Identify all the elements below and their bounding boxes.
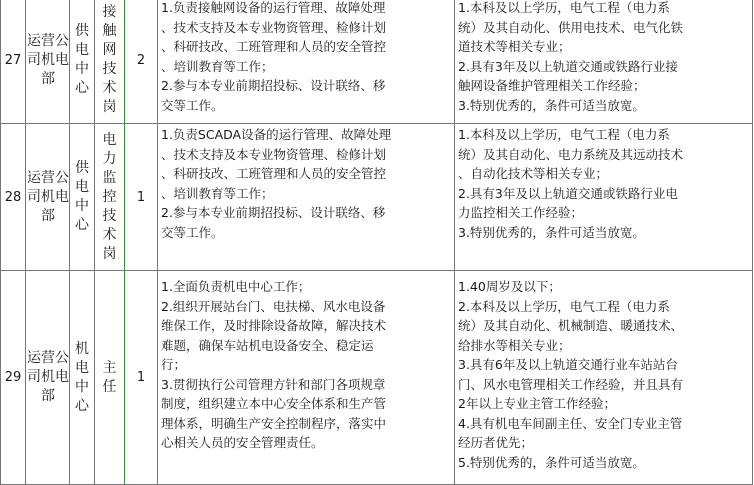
duties-line: 、技术支持及本专业物资管理、检修计划 xyxy=(161,19,387,35)
requirements-line: 3.特别优秀的，条件可适当放宽。 xyxy=(458,97,645,113)
table-row xyxy=(1,0,753,124)
duties-cell xyxy=(158,0,455,124)
requirements-line: 3.具有6年及以上轨道交通行业车站站台 xyxy=(458,357,678,372)
duties-line: 、培训教育等工作； xyxy=(161,185,274,201)
requirements-line: 2.具有3年及以上轨道交通或铁路行业接 xyxy=(458,58,678,74)
center-label: 供电中心 xyxy=(75,160,89,233)
requirements-line: 给排水等相关专业； xyxy=(458,337,571,353)
requirements-cell xyxy=(455,0,753,124)
post-label: 接触网技术岗 xyxy=(102,4,117,115)
requirements-line: 道技术等相关专业； xyxy=(458,39,571,54)
row-number: 28 xyxy=(1,124,26,271)
row-number: 29 xyxy=(1,271,26,485)
requirements-line: 1.本科及以上学历，电气工程（电力系 xyxy=(458,127,670,142)
post-cell xyxy=(95,271,125,485)
center-cell xyxy=(70,124,95,271)
requirements-line: 统）及其自动化、电力系统及其远动技术 xyxy=(458,146,684,162)
duties-line: 、技术支持及本专业物资管理、检修计划 xyxy=(161,146,387,162)
department-cell xyxy=(26,124,70,271)
requirements-line: 4.具有机电车间副主任、安全门专业主管 xyxy=(458,415,683,431)
duties-line: 理体系，明确生产安全控制程序，落实中 xyxy=(161,415,387,431)
post-cell xyxy=(95,124,125,271)
duties-line: 1.负责接触网设备的运行管理、故障处理 xyxy=(161,0,386,15)
duties-line: 1.负责SCADA设备的运行管理、故障处理 xyxy=(161,127,392,142)
requirements-line: 统）及其自动化、机械制造、暖通技术、 xyxy=(458,318,684,333)
duties-line: 2.组织开展站台门、电扶梯、风水电设备 xyxy=(161,298,386,314)
duties-line: 1.全面负责机电中心工作； xyxy=(161,279,311,294)
requirements-cell xyxy=(455,124,753,271)
requirements-line: 1.40周岁及以下； xyxy=(458,279,561,294)
row-number: 27 xyxy=(1,0,26,124)
table-row xyxy=(1,124,753,271)
duties-line: 制度，组织建立本中心安全体系和生产管 xyxy=(161,396,387,411)
post-cell xyxy=(95,0,125,124)
duties-line: 行； xyxy=(161,357,187,372)
center-label: 机电中心 xyxy=(75,340,89,414)
requirements-cell xyxy=(455,271,753,485)
department-label: 运营公司机电部 xyxy=(27,350,69,404)
duties-cell xyxy=(158,271,455,485)
duties-line: 3.贯彻执行公司管理方针和部门各项规章 xyxy=(161,376,386,392)
requirements-line: 2.本科及以上学历，电气工程（电力系 xyxy=(458,298,670,314)
headcount-cell: 2 xyxy=(125,0,158,124)
requirements-line: 3.特别优秀的，条件可适当放宽。 xyxy=(458,224,645,240)
duties-line: 、科研技改、工班管理和人员的安全管控 xyxy=(161,39,387,54)
requirements-line: 门、风水电管理相关工作经验，并且具有 xyxy=(458,376,684,392)
department-cell xyxy=(26,0,70,124)
duties-line: 维保工作，及时排除设备故障，解决技术 xyxy=(161,318,387,333)
duties-line: 、培训教育等工作； xyxy=(161,58,274,74)
table-row xyxy=(1,271,753,485)
duties-line: 交等工作。 xyxy=(161,97,224,113)
requirements-line: 2年以上专业主管工作经验； xyxy=(458,396,616,411)
duties-line: 2.参与本专业前期招投标、设计联络、移 xyxy=(161,78,386,93)
department-label: 运营公司机电部 xyxy=(27,32,69,87)
requirements-line: 触网设备维护管理相关工作经验； xyxy=(458,78,646,93)
headcount-cell: 1 xyxy=(125,271,158,485)
duties-line: 心相关人员的安全管理责任。 xyxy=(161,435,324,450)
department-cell xyxy=(26,271,70,485)
requirements-line: 1.本科及以上学历，电气工程（电力系 xyxy=(458,0,670,15)
duties-cell xyxy=(158,124,455,271)
requirements-line: 统）及其自动化、供用电技术、电气化铁 xyxy=(458,19,684,35)
center-label: 供电中心 xyxy=(75,23,89,96)
department-label: 运营公司机电部 xyxy=(27,169,69,224)
requirements-line: 5.特别优秀的，条件可适当放宽。 xyxy=(458,454,645,470)
duties-line: 2.参与本专业前期招投标、设计联络、移 xyxy=(161,205,386,220)
center-cell xyxy=(70,0,95,124)
requirements-line: 2.具有3年及以上轨道交通或铁路行业电 xyxy=(458,185,678,201)
duties-line: 交等工作。 xyxy=(161,224,224,240)
post-label: 主任 xyxy=(102,359,117,395)
duties-line: 难题，确保车站机电设备安全、稳定运 xyxy=(161,337,374,353)
center-cell xyxy=(70,271,95,485)
requirements-line: 、自动化技术等相关专业； xyxy=(458,166,609,181)
headcount-cell: 1 xyxy=(125,124,158,271)
post-label: 电力监控技术岗 xyxy=(102,131,117,262)
requirements-line: 力监控相关工作经验； xyxy=(458,205,584,220)
duties-line: 、科研技改、工班管理和人员的安全管控 xyxy=(161,166,387,181)
requirements-line: 经历者优先； xyxy=(458,435,534,450)
